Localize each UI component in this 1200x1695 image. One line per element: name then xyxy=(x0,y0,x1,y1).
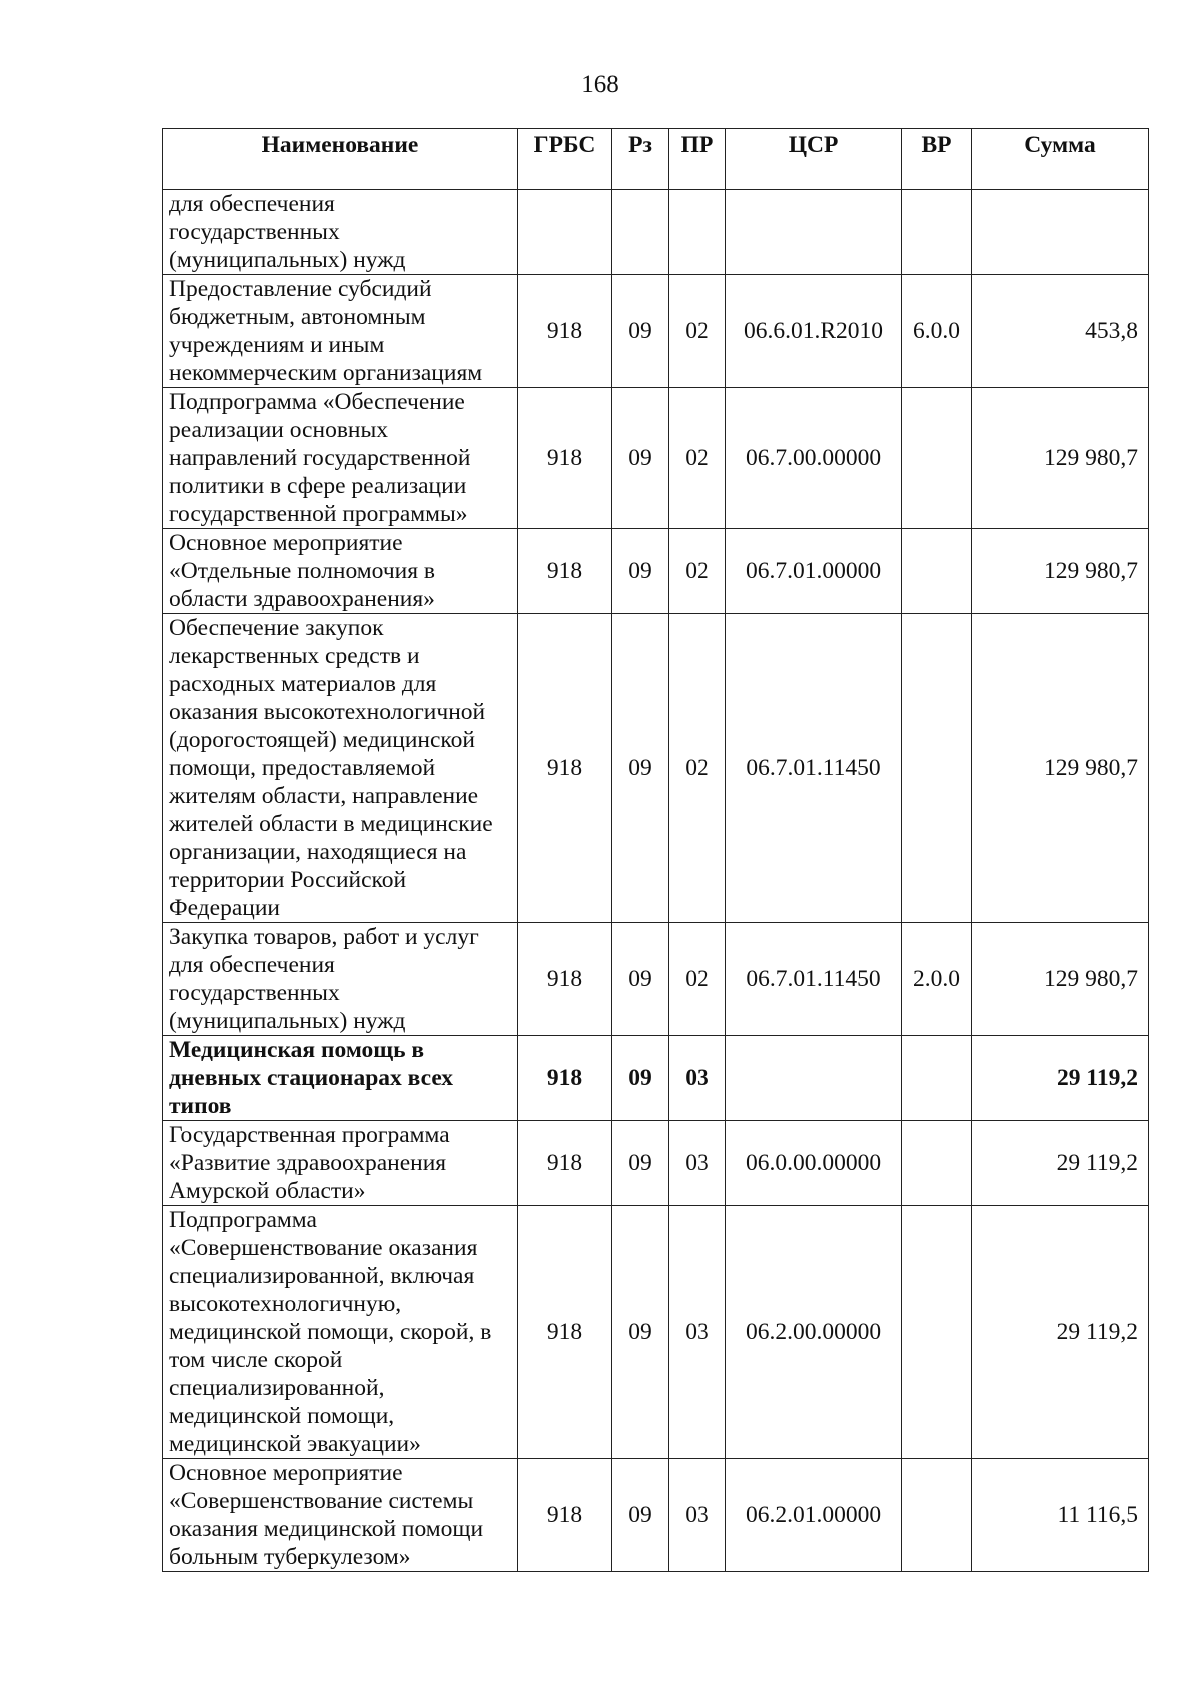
cell-csr: 06.7.01.11450 xyxy=(726,923,902,1036)
cell-sum: 129 980,7 xyxy=(972,529,1149,614)
cell-name: Государственная программа «Развитие здравоохранения Амурской области» xyxy=(163,1121,518,1206)
budget-table xyxy=(162,128,1149,1572)
cell-pr: 03 xyxy=(669,1121,726,1206)
cell-vr xyxy=(902,529,972,614)
table-row xyxy=(163,388,1149,529)
cell-pr: 03 xyxy=(669,1206,726,1459)
cell-csr: 06.7.01.00000 xyxy=(726,529,902,614)
cell-rz: 09 xyxy=(612,275,669,388)
cell-grbs: 918 xyxy=(518,388,612,529)
cell-vr xyxy=(902,1459,972,1572)
table-row xyxy=(163,1121,1149,1206)
cell-rz: 09 xyxy=(612,1206,669,1459)
cell-pr: 02 xyxy=(669,614,726,923)
cell-rz: 09 xyxy=(612,614,669,923)
cell-rz: 09 xyxy=(612,1036,669,1121)
cell-grbs: 918 xyxy=(518,923,612,1036)
cell-grbs: 918 xyxy=(518,614,612,923)
cell-vr xyxy=(902,1206,972,1459)
col-header-rz: Рз xyxy=(612,129,669,190)
cell-pr xyxy=(669,190,726,275)
table-row xyxy=(163,614,1149,923)
cell-csr: 06.7.01.11450 xyxy=(726,614,902,923)
cell-name: Медицинская помощь в дневных стационарах всех типов xyxy=(163,1036,518,1121)
cell-rz: 09 xyxy=(612,529,669,614)
table-row-section xyxy=(163,1036,1149,1121)
cell-pr: 02 xyxy=(669,275,726,388)
cell-sum: 29 119,2 xyxy=(972,1121,1149,1206)
cell-name: Основное мероприятие «Совершенствование системы оказания медицинской помощи больным туберкулезом» xyxy=(163,1459,518,1572)
cell-pr: 02 xyxy=(669,388,726,529)
col-header-name: Наименование xyxy=(163,129,518,190)
cell-vr: 6.0.0 xyxy=(902,275,972,388)
cell-grbs xyxy=(518,190,612,275)
cell-csr xyxy=(726,1036,902,1121)
cell-name: Предоставление субсидий бюджетным, автономным учреждениям и иным некоммерческим организациям xyxy=(163,275,518,388)
cell-vr xyxy=(902,388,972,529)
table-row xyxy=(163,1206,1149,1459)
cell-sum: 11 116,5 xyxy=(972,1459,1149,1572)
cell-vr xyxy=(902,190,972,275)
cell-name: Основное мероприятие «Отдельные полномочия в области здравоохранения» xyxy=(163,529,518,614)
cell-csr: 06.0.00.00000 xyxy=(726,1121,902,1206)
cell-pr: 02 xyxy=(669,529,726,614)
table-header-row xyxy=(163,129,1149,190)
cell-rz: 09 xyxy=(612,923,669,1036)
cell-rz: 09 xyxy=(612,388,669,529)
cell-pr: 03 xyxy=(669,1036,726,1121)
cell-csr: 06.7.00.00000 xyxy=(726,388,902,529)
cell-name: Подпрограмма «Обеспечение реализации основных направлений государственной политики в сфере реализации государственной программы» xyxy=(163,388,518,529)
cell-csr: 06.6.01.R2010 xyxy=(726,275,902,388)
cell-name: Обеспечение закупок лекарственных средств и расходных материалов для оказания высокотехнологичной (дорогостоящей) медицинской помощи, предоставляемой жителям области, направление жителей области в медицинские организации, находящиеся на территории Российской Федерации xyxy=(163,614,518,923)
cell-csr: 06.2.00.00000 xyxy=(726,1206,902,1459)
cell-vr xyxy=(902,1036,972,1121)
col-header-vr: ВР xyxy=(902,129,972,190)
cell-name: для обеспечения государственных (муниципальных) нужд xyxy=(163,190,518,275)
col-header-pr: ПР xyxy=(669,129,726,190)
cell-sum xyxy=(972,190,1149,275)
cell-sum: 129 980,7 xyxy=(972,923,1149,1036)
col-header-csr: ЦСР xyxy=(726,129,902,190)
cell-name: Подпрограмма «Совершенствование оказания специализированной, включая высокотехнологичную, медицинской помощи, скорой, в том числе скорой специализированной, медицинской помощи, медицинской эвакуации» xyxy=(163,1206,518,1459)
page-number: 168 xyxy=(581,71,619,98)
cell-grbs: 918 xyxy=(518,1036,612,1121)
col-header-sum: Сумма xyxy=(972,129,1149,190)
cell-sum: 29 119,2 xyxy=(972,1036,1149,1121)
table-row xyxy=(163,529,1149,614)
cell-csr xyxy=(726,190,902,275)
cell-csr: 06.2.01.00000 xyxy=(726,1459,902,1572)
cell-name: Закупка товаров, работ и услуг для обеспечения государственных (муниципальных) нужд xyxy=(163,923,518,1036)
cell-sum: 129 980,7 xyxy=(972,388,1149,529)
cell-grbs: 918 xyxy=(518,1459,612,1572)
cell-pr: 03 xyxy=(669,1459,726,1572)
cell-rz xyxy=(612,190,669,275)
cell-vr xyxy=(902,1121,972,1206)
cell-grbs: 918 xyxy=(518,275,612,388)
table-row xyxy=(163,923,1149,1036)
table-row xyxy=(163,1459,1149,1572)
col-header-grbs: ГРБС xyxy=(518,129,612,190)
table-row xyxy=(163,190,1149,275)
cell-vr: 2.0.0 xyxy=(902,923,972,1036)
cell-rz: 09 xyxy=(612,1459,669,1572)
cell-vr xyxy=(902,614,972,923)
cell-grbs: 918 xyxy=(518,1206,612,1459)
cell-sum: 29 119,2 xyxy=(972,1206,1149,1459)
cell-pr: 02 xyxy=(669,923,726,1036)
cell-grbs: 918 xyxy=(518,1121,612,1206)
cell-sum: 129 980,7 xyxy=(972,614,1149,923)
table-row xyxy=(163,275,1149,388)
cell-sum: 453,8 xyxy=(972,275,1149,388)
cell-grbs: 918 xyxy=(518,529,612,614)
cell-rz: 09 xyxy=(612,1121,669,1206)
